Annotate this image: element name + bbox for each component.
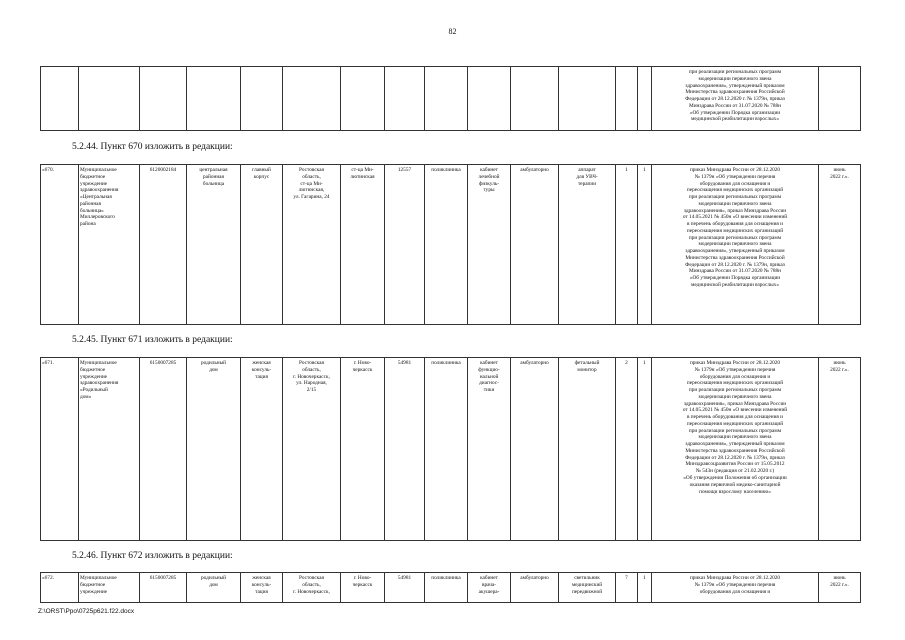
term-line: 2022 г.». <box>830 173 849 180</box>
basis-line: при реализации региональных программ <box>688 194 782 201</box>
table-row <box>41 67 861 131</box>
room-line: диагнос- <box>479 380 499 387</box>
address-cell <box>283 165 341 325</box>
basis-line: здравоохранения», утвержденный приказом <box>685 441 785 448</box>
org-line: Миллеровского <box>80 214 115 221</box>
basis-line: Федерации от 28.12.2020 г. № 1379н, приказ <box>685 454 785 461</box>
building-line: консуль- <box>251 581 272 588</box>
org-line: «Центральная <box>80 194 112 201</box>
equipment-cell <box>559 165 616 325</box>
basis-cell <box>652 573 819 603</box>
type-line: родильный <box>201 360 226 366</box>
table-item-672 <box>40 572 861 603</box>
basis-cell <box>652 358 819 541</box>
qty2-cell: 1 <box>638 165 652 325</box>
type-cell <box>187 358 241 541</box>
building-line: главный <box>252 167 271 173</box>
table-item-671 <box>40 357 861 541</box>
basis-line: Минздрава России от 31.07.2020 № 788н <box>688 268 781 275</box>
type-line: центральная <box>199 167 228 173</box>
equipment-line: медицинский <box>571 581 603 588</box>
settlement-line: черкасск <box>352 581 373 588</box>
address-line: область, <box>302 173 321 180</box>
address-cell <box>283 573 341 603</box>
room-line: функцио- <box>478 366 500 373</box>
num-cell: «672. <box>41 573 79 603</box>
basis-line: Министерства здравоохранения Российской <box>685 447 785 454</box>
org-line: здравоохранения <box>80 380 119 387</box>
term-line: июнь <box>833 167 846 173</box>
code-cell: 6120002184 <box>140 165 187 325</box>
term-line: 2022 г.». <box>830 366 849 373</box>
equipment-line: монитор <box>577 366 597 373</box>
basis-line: «Об утверждении Порядка организации <box>689 275 781 282</box>
equipment-line: терапии <box>577 180 597 187</box>
room-line: акушера- <box>478 588 500 595</box>
basis-line: переоснащения медицинских организаций <box>686 420 784 427</box>
room-line: кабинет <box>480 167 498 173</box>
term-line: июнь <box>833 360 846 366</box>
basis-line: оборудования для оснащения и <box>699 180 771 187</box>
settlement-line: черкасск <box>352 366 373 373</box>
address-line: ст-ца Ми- <box>300 180 323 187</box>
type-line: дом <box>209 366 218 373</box>
building-cell <box>241 165 283 325</box>
basis-line: Министерства здравоохранения Российской <box>685 89 785 96</box>
address-line: область, <box>302 581 321 588</box>
basis-line: оборудования для оснащения и <box>699 588 771 595</box>
settlement-cell <box>341 165 385 325</box>
oktmo-cell: 12557 <box>385 165 425 325</box>
basis-line: медицинской реабилитации взрослых» <box>691 116 779 123</box>
code-cell: 6150007285 <box>140 573 187 603</box>
oktmo-cell: 54981 <box>385 573 425 603</box>
file-path: Z:\ORST\Ppo\0725p621.f22.docx <box>38 608 135 615</box>
type-cell <box>187 573 241 603</box>
num-cell: «670. <box>41 165 79 325</box>
room-cell <box>468 358 511 541</box>
building-cell <box>241 358 283 541</box>
address-line: Ростовская <box>299 167 324 173</box>
building-line: корпус <box>253 173 270 180</box>
equipment-line: фетальный <box>574 360 600 366</box>
equipment-cell <box>559 358 616 541</box>
type-line: районная <box>203 173 224 180</box>
basis-line: при реализации региональных программ <box>688 69 782 75</box>
basis-line: модернизации первичного звена <box>698 434 772 441</box>
table-item-670 <box>40 164 861 325</box>
building-line: женская <box>252 575 271 581</box>
basis-line: при реализации региональных программ <box>688 387 782 394</box>
room-line: кабинет <box>480 360 498 366</box>
room-line: физкуль- <box>478 180 500 187</box>
type-line: больница <box>202 180 225 187</box>
basis-line: переоснащения медицинских организаций <box>686 227 784 234</box>
org-line: района <box>80 221 96 228</box>
org-line: Муниципальное <box>80 575 117 581</box>
address-line: 2/15 <box>306 387 317 394</box>
org-line: дом» <box>80 393 92 400</box>
building-line: консуль- <box>251 366 272 373</box>
term-cell <box>819 573 861 603</box>
room-line: нальной <box>479 373 499 380</box>
room-cell <box>468 165 511 325</box>
basis-line: от 14.05.2021 № 450н «О внесении изменений <box>682 214 788 221</box>
term-cell <box>819 358 861 541</box>
basis-line: модернизации первичного звена <box>698 75 772 82</box>
org-cell <box>79 573 140 603</box>
qty2-cell: 1 <box>638 573 652 603</box>
qty1-cell: 1 <box>616 165 638 325</box>
basis-line: модернизации первичного звена <box>698 200 772 207</box>
org-cell <box>79 165 140 325</box>
org-cell <box>79 358 140 541</box>
basis-line: № 1379н «Об утверждении перечня <box>694 173 776 180</box>
basis-line: при реализации региональных программ <box>688 234 782 241</box>
table-fragment-top <box>40 66 861 131</box>
org-line: учреждение <box>80 588 108 595</box>
basis-line: № 543н (редакция от 21.02.2020 г.) <box>695 468 775 475</box>
unit-cell: поликлиника <box>425 573 468 603</box>
basis-line: переоснащения медицинских организаций <box>686 187 784 194</box>
basis-line: приказ Минздрава России от 28.12.2020 <box>689 575 781 581</box>
page-number: 82 <box>448 27 457 36</box>
basis-line: Федерации от 28.12.2020 г. № 1379н, приказ <box>685 261 785 268</box>
basis-line: здравоохранения», утвержденный приказом <box>685 82 785 89</box>
room-line: тики <box>483 387 495 394</box>
org-line: районная <box>80 200 101 207</box>
org-line: «Родильный <box>80 387 108 394</box>
address-line: ул. Народная, <box>296 380 327 387</box>
basis-line: № 1379н «Об утверждении перечня <box>694 581 776 588</box>
basis-line: приказ Минздрава России от 28.12.2020 <box>689 360 781 366</box>
settlement-line: г. Ново- <box>353 575 372 581</box>
room-line: кабинет <box>480 575 498 581</box>
num-cell: «671. <box>41 358 79 541</box>
equipment-cell <box>559 573 616 603</box>
care-cell: амбулаторно <box>511 573 559 603</box>
org-line: здравоохранения <box>80 187 119 194</box>
section-heading-671: 5.2.45. Пункт 671 изложить в редакции: <box>72 335 233 345</box>
table-row <box>41 165 861 325</box>
basis-line: здравоохранения», приказ Минздрава России <box>683 207 787 214</box>
section-heading-672: 5.2.46. Пункт 672 изложить в редакции: <box>72 551 233 561</box>
unit-cell: поликлиника <box>425 165 468 325</box>
room-cell <box>468 573 511 603</box>
equipment-line: светильник <box>574 575 600 581</box>
settlement-line: ст-ца Ми- <box>351 167 374 173</box>
basis-line: Федерации от 28.12.2020 г. № 1379н, приказ <box>685 96 785 103</box>
basis-line: № 1379н «Об утверждении перечня <box>694 366 776 373</box>
basis-line: от 14.05.2021 № 450н «О внесении изменений <box>682 407 788 414</box>
basis-cell <box>652 67 819 131</box>
building-cell <box>241 573 283 603</box>
address-line: Ростовская <box>299 575 324 581</box>
org-line: больница» <box>80 207 104 214</box>
basis-line: здравоохранения», приказ Минздрава России <box>683 400 787 407</box>
settlement-line: г. Ново- <box>353 360 372 366</box>
address-line: г. Новочеркасск, <box>293 373 330 380</box>
qty1-cell: 7 <box>616 573 638 603</box>
basis-line: приказ Минздрава России от 28.12.2020 <box>689 167 781 173</box>
basis-cell <box>652 165 819 325</box>
type-cell <box>187 165 241 325</box>
type-line: дом <box>209 581 218 588</box>
address-cell <box>283 358 341 541</box>
equipment-line: передвижной <box>571 588 603 595</box>
room-line: лечебной <box>478 173 500 180</box>
org-line: учреждение <box>80 180 108 187</box>
oktmo-cell: 54981 <box>385 358 425 541</box>
basis-line: помощи взрослому населению» <box>699 488 771 495</box>
basis-line: медицинской реабилитации взрослых» <box>691 282 779 289</box>
equipment-line: аппарат <box>578 167 596 173</box>
basis-line: в перечень оборудования для оснащения и <box>686 221 784 228</box>
basis-line: модернизации первичного звена <box>698 241 772 248</box>
building-line: тация <box>255 588 268 595</box>
term-line: июнь <box>833 575 846 581</box>
basis-line: Минздравсоцразвития России от 15.05.2012 <box>685 461 785 468</box>
settlement-line: лютинская <box>350 173 375 180</box>
section-heading-670: 5.2.44. Пункт 670 изложить в редакции: <box>72 142 233 152</box>
equipment-line: для УВЧ- <box>576 173 598 180</box>
building-line: женская <box>252 360 271 366</box>
basis-line: переоснащения медицинских организаций <box>686 380 784 387</box>
room-line: туры <box>483 187 495 194</box>
org-line: Муниципальное <box>80 360 117 366</box>
address-line: Ростовская <box>299 360 324 366</box>
basis-line: оказания первичной медико-санитарной <box>689 481 781 488</box>
org-line: бюджетное <box>80 581 106 588</box>
org-line: Муниципальное <box>80 167 117 173</box>
basis-line: Министерства здравоохранения Российской <box>685 254 785 261</box>
basis-line: Минздрава России от 31.07.2020 № 788н <box>688 102 781 109</box>
basis-line: модернизации первичного звена <box>698 393 772 400</box>
address-line: ул. Гагарина, 24 <box>293 194 330 201</box>
care-cell: амбулаторно <box>511 358 559 541</box>
address-line: г. Новочеркасск, <box>293 588 330 595</box>
term-cell <box>819 165 861 325</box>
basis-line: здравоохранения», утвержденный приказом <box>685 248 785 255</box>
type-line: родильный <box>201 575 226 581</box>
unit-cell: поликлиника <box>425 358 468 541</box>
basis-line: «Об утверждении Положения об организации <box>683 475 787 482</box>
address-line: лютинская, <box>298 187 325 194</box>
basis-line: «Об утверждении Порядка организации <box>689 109 781 116</box>
table-row <box>41 573 861 603</box>
qty1-cell: 2 <box>616 358 638 541</box>
code-cell: 6150007285 <box>140 358 187 541</box>
qty2-cell: 1 <box>638 358 652 541</box>
settlement-cell <box>341 573 385 603</box>
basis-line: при реализации региональных программ <box>688 427 782 434</box>
org-line: учреждение <box>80 373 108 380</box>
building-line: тация <box>255 373 268 380</box>
org-line: бюджетное <box>80 173 106 180</box>
org-line: бюджетное <box>80 366 106 373</box>
table-row <box>41 358 861 541</box>
basis-line: оборудования для оснащения и <box>699 373 771 380</box>
address-line: область, <box>302 366 321 373</box>
room-line: врача- <box>481 581 497 588</box>
care-cell: амбулаторно <box>511 165 559 325</box>
settlement-cell <box>341 358 385 541</box>
term-line: 2022 г.». <box>830 581 849 588</box>
basis-line: в перечень оборудования для оснащения и <box>686 414 784 421</box>
